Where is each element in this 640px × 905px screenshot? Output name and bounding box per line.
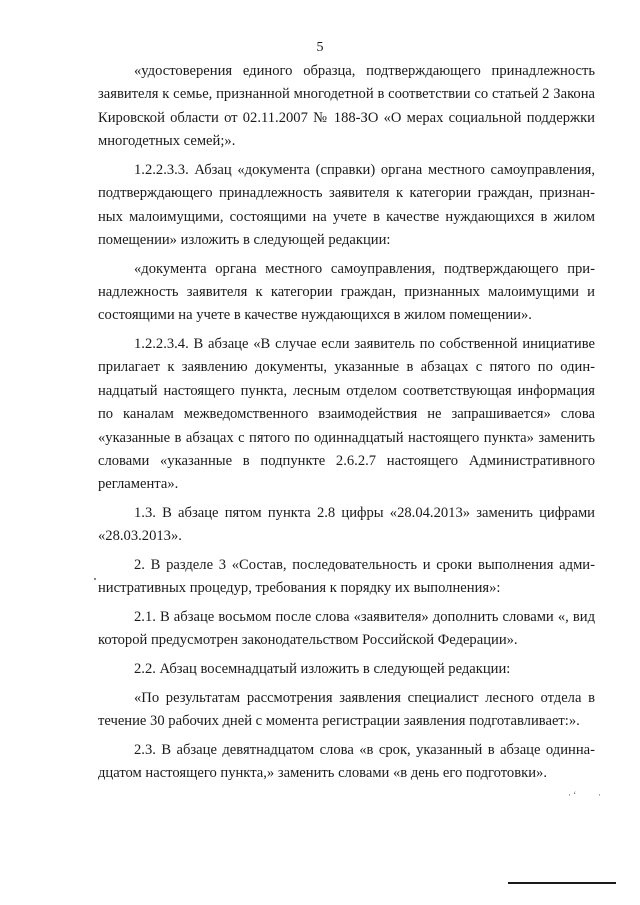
- paragraph-1-2-2-3-4: 1.2.2.3.4. В абзаце «В случае если заявитель по собственной инициативе прилагает к заявлению документы, указанные в абзацах с пятого по одиннадцатый настоящего пункта, лесным отделом соответствующая информация по каналам межведомственного взаимодействия не запрашивается» слова «указанные в абзацах с пятого по одиннадцатый настоящего пункта» заменить словами «указанные в подпункте 2.6.2.7 настоящего Административного регламента».: [98, 336, 595, 493]
- paragraph-1-2-2-3-3: 1.2.2.3.3. Абзац «документа (справки) органа местного самоуправления, подтверждающего принадлежность заявителя к категории граждан, признанных малоимущими, состоящими на учете в качестве нуждающихся в жилом помещении» изложить в следующей редакции:: [98, 161, 595, 249]
- paragraph-quote-certificate: «удостоверения единого образца, подтверждающего принадлежность заявителя к семье, признанной многодетной в соответствии со статьей 2 Закона Кировской области от 02.11.2007 № 188-ЗО «О мерах социальной поддержки многодетных семей;».: [98, 63, 595, 150]
- signature-rule: [508, 882, 616, 884]
- paragraph-quote-review-results: «По результатам рассмотрения заявления специалист лесного отдела в течение 30 рабочих дней с момента регистрации заявления подготавливает:».: [98, 689, 595, 730]
- document-body: [98, 60, 595, 791]
- paragraph-2-2: 2.2. Абзац восемнадцатый изложить в следующей редакции:: [134, 661, 511, 678]
- paragraph-2: 2. В разделе 3 «Состав, последовательность и сроки выполнения административных процедур, требования к порядку их выполнения»:: [98, 557, 595, 597]
- scan-artifact-mark: · ‘: [568, 790, 577, 800]
- page-number: 5: [316, 40, 324, 55]
- paragraph-1-3: 1.3. В абзаце пятом пункта 2.8 цифры «28.04.2013» заменить цифрами «28.03.2013».: [98, 505, 595, 545]
- paragraph-2-3: 2.3. В абзаце девятнадцатом слова «в срок, указанный в абзаце одиннадцатом настоящего пункта,» заменить словами «в день его подготовки».: [98, 741, 595, 782]
- scan-artifact-mark-2: ·: [598, 790, 601, 800]
- paragraph-quote-local-authority: «документа органа местного самоуправления, подтверждающего принадлежность заявителя к категории граждан, признанных малоимущими и состоящими на учете в качестве нуждающихся в жилом помещении».: [98, 260, 595, 324]
- scan-artifact-dot: [94, 578, 96, 580]
- paragraph-2-1: 2.1. В абзаце восьмом после слова «заявителя» дополнить словами «, вид которой предусмотрен законодательством Российской Федерации».: [98, 609, 595, 649]
